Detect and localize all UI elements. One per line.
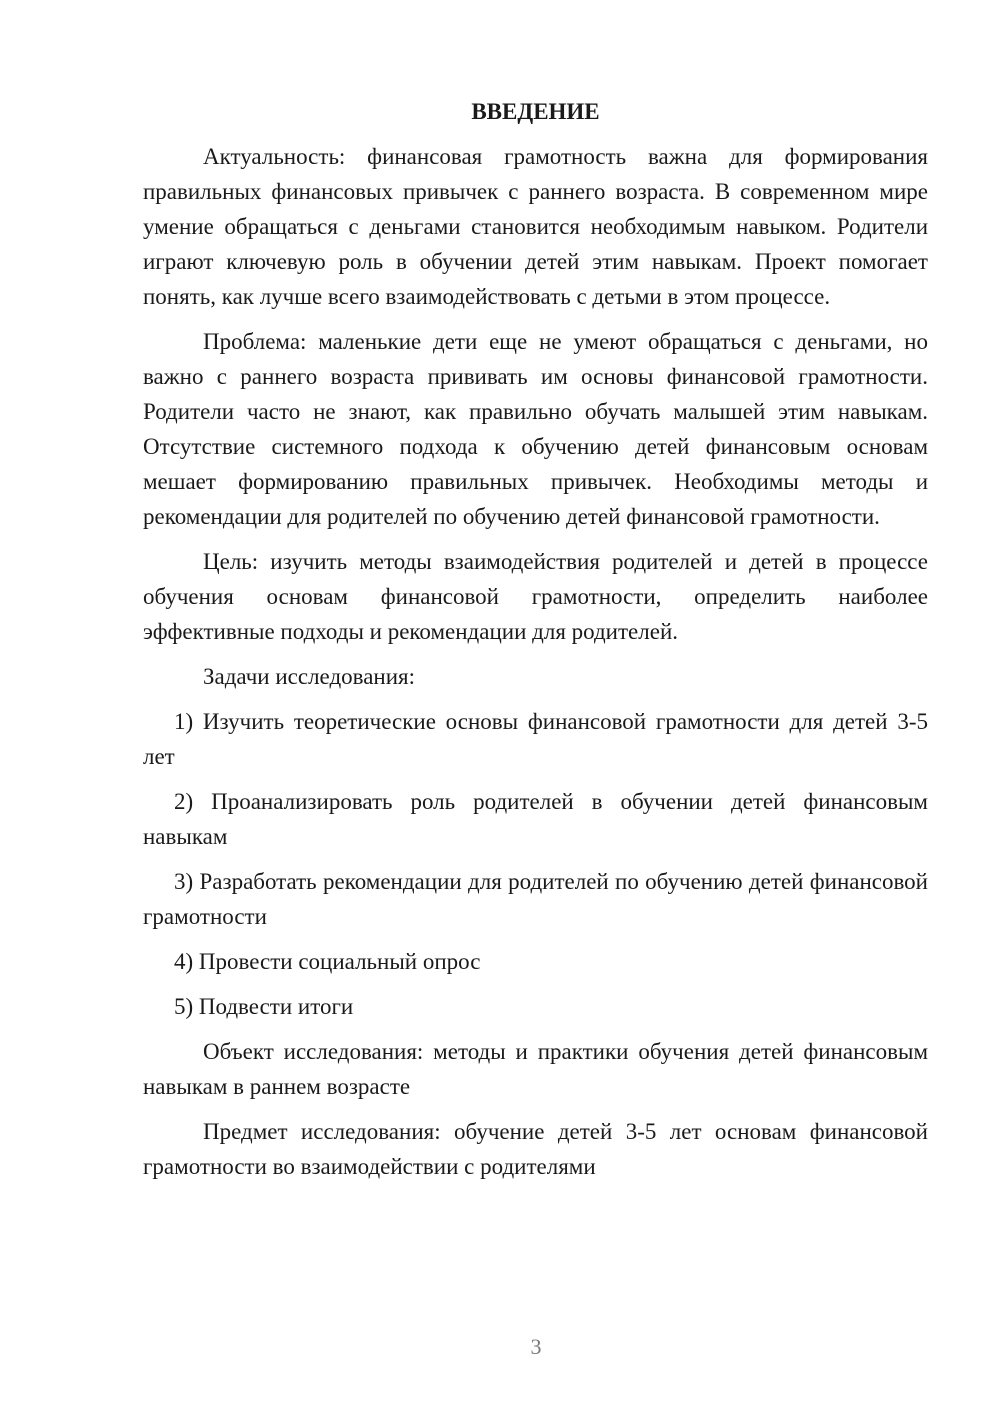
research-object-paragraph: Объект исследования: методы и практики обучения детей финансовым навыкам в раннем возрасте <box>143 1039 928 1099</box>
page-number: 3 <box>530 1334 542 1359</box>
research-subject-paragraph: Предмет исследования: обучение детей 3-5 лет основам финансовой грамотности во взаимодействии с родителями <box>143 1119 928 1179</box>
task-item-1: 1) Изучить теоретические основы финансовой грамотности для детей 3-5 лет <box>143 709 928 769</box>
section-title: ВВЕДЕНИЕ <box>471 99 600 124</box>
goal-paragraph: Цель: изучить методы взаимодействия родителей и детей в процессе обучения основам финансовой грамотности, определить наиболее эффективные подходы и рекомендации для родителей. <box>143 549 928 644</box>
task-item-3: 3) Разработать рекомендации для родителей по обучению детей финансовой грамотности <box>143 869 928 929</box>
tasks-heading: Задачи исследования: <box>203 664 416 689</box>
task-item-2: 2) Проанализировать роль родителей в обучении детей финансовым навыкам <box>143 789 928 849</box>
page-content <box>143 94 928 1194</box>
problem-paragraph: Проблема: маленькие дети еще не умеют обращаться с деньгами, но важно с раннего возраста прививать им основы финансовой грамотности. Родители часто не знают, как правильно обучать малышей этим навыкам. Отсутствие системного подхода к обучению детей финансовым основам мешает формированию правильных привычек. Необходимы методы и рекомендации для родителей по обучению детей финансовой грамотности. <box>143 329 928 529</box>
task-item-5: 5) Подвести итоги <box>174 994 354 1019</box>
task-item-4: 4) Провести социальный опрос <box>174 949 481 974</box>
relevance-paragraph: Актуальность: финансовая грамотность важна для формирования правильных финансовых привычек с раннего возраста. В современном мире умение обращаться с деньгами становится необходимым навыком. Родители играют ключевую роль в обучении детей этим навыкам. Проект помогает понять, как лучше всего взаимодействовать с детьми в этом процессе. <box>143 144 928 309</box>
